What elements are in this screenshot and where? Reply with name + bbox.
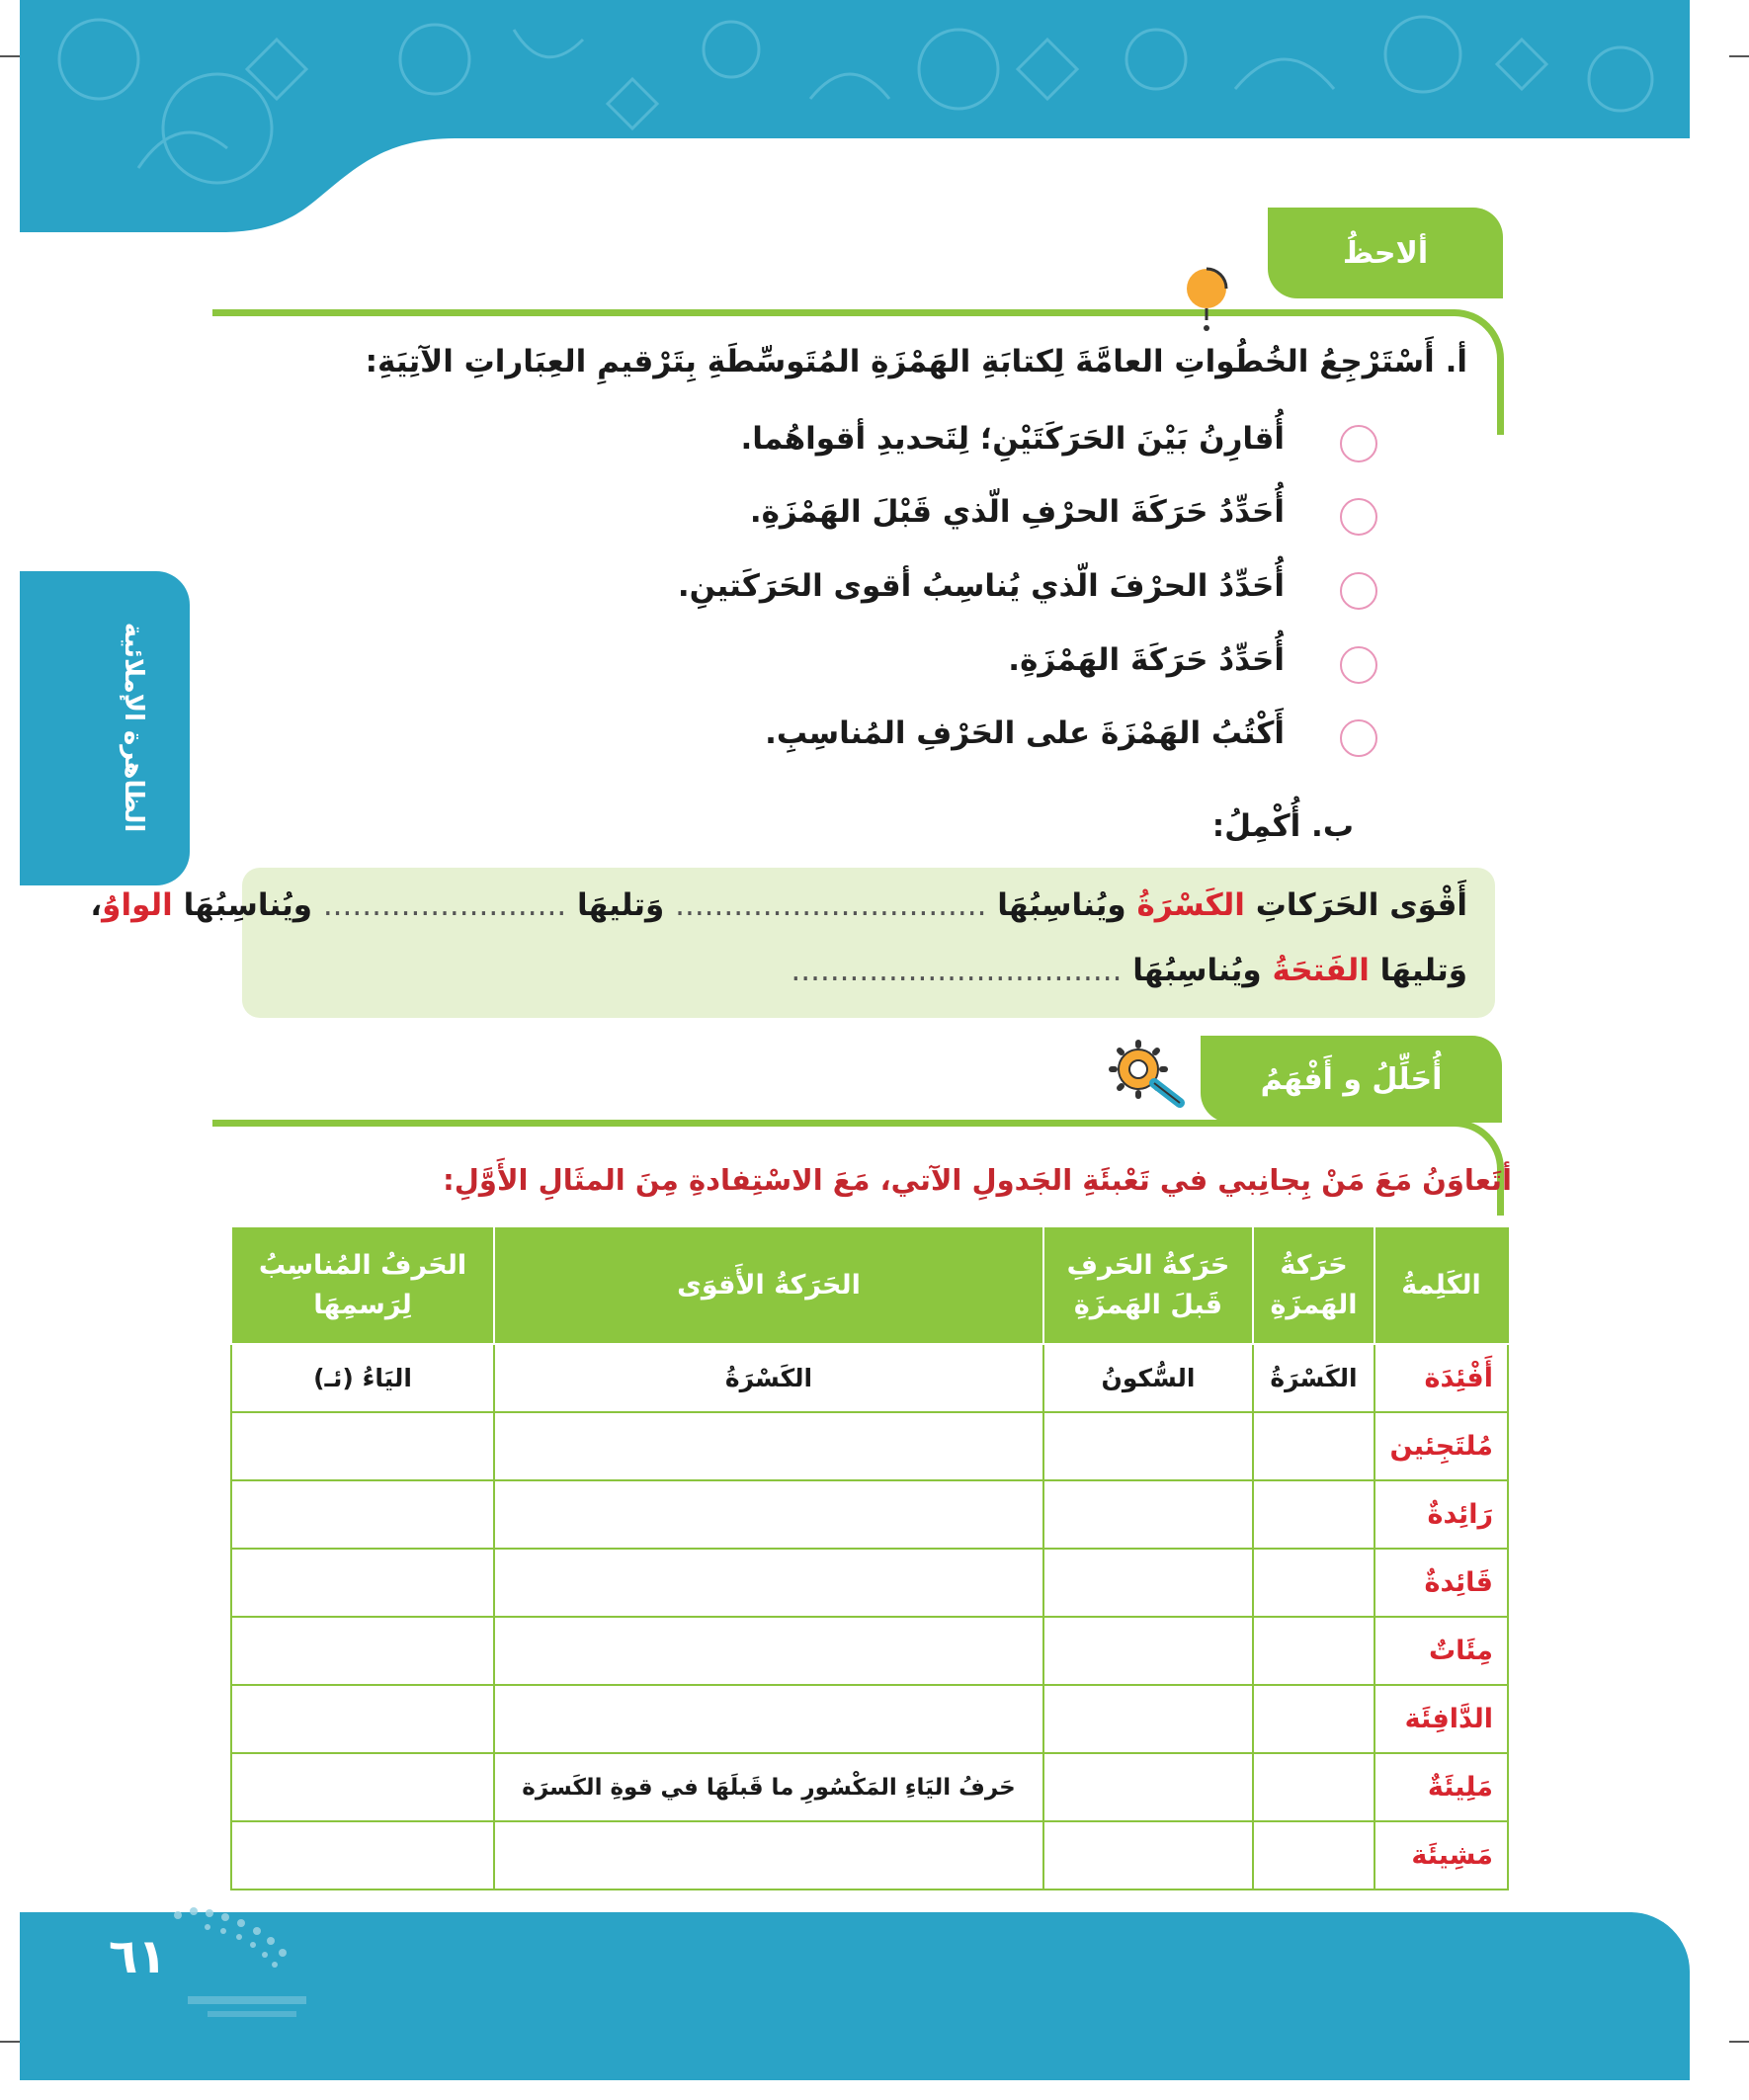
cell-strongest[interactable]	[494, 1617, 1043, 1685]
observe-tab: ألاحظُ	[1268, 208, 1503, 298]
cell-strongest[interactable]	[494, 1412, 1043, 1480]
cell-prev-vowel[interactable]	[1043, 1412, 1253, 1480]
fill-line-2	[791, 953, 1467, 988]
fill-text: ويُناسِبُهَا	[1122, 953, 1273, 988]
fill-in-box	[90, 868, 1495, 1018]
question-a: أ. أَسْتَرْجِعُ الخُطُواتِ العامَّةَ لِكتابَةِ الهَمْزَةِ المُتَوسِّطَةِ بِتَرْقيمِ العِبَاراتِ الآتِيَةِ:	[365, 344, 1467, 379]
step-order-circle[interactable]	[1340, 719, 1377, 757]
table-row	[231, 1617, 1508, 1685]
step-order-circle[interactable]	[1340, 646, 1377, 684]
fill-blank[interactable]: ..................................	[791, 953, 1123, 988]
cell-hamza-vowel[interactable]	[1253, 1753, 1374, 1821]
table-header-row	[231, 1226, 1508, 1344]
cell-letter[interactable]	[231, 1412, 494, 1480]
table-row	[231, 1685, 1508, 1753]
fill-text: وَتليهَا	[1369, 953, 1467, 988]
header-letter: الحَرفُ المُناسِبُ لِرَسمِهَا	[231, 1226, 494, 1344]
cell-hamza-vowel[interactable]: الكَسْرَةُ	[1253, 1344, 1374, 1412]
cell-hamza-vowel[interactable]	[1253, 1480, 1374, 1549]
step-order-circle[interactable]	[1340, 498, 1377, 536]
instruction: أتَعاوَنُ مَعَ مَنْ بِجانِبي في تَعْبئَةِ الجَدولِ الآتي، مَعَ الاسْتِفادةِ مِنَ المثَالِ الأَوَّلِ:	[443, 1163, 1512, 1197]
cell-word: مِئَاتٌ	[1374, 1617, 1508, 1685]
cell-hamza-vowel[interactable]	[1253, 1821, 1374, 1890]
step-order-circle[interactable]	[1340, 572, 1377, 610]
step-order-circle[interactable]	[1340, 425, 1377, 462]
table-row	[231, 1753, 1508, 1821]
cell-prev-vowel[interactable]	[1043, 1549, 1253, 1617]
header-hamza-vowel: حَرَكةُ الهَمزَةِ	[1253, 1226, 1374, 1344]
step-item: أُحَدِّدُ الحرْفَ الّذي يُناسِبُ أقوى الحَرَكَتينِ.	[677, 568, 1285, 604]
cell-strongest[interactable]: الكَسْرَةُ	[494, 1344, 1043, 1412]
table-row	[231, 1412, 1508, 1480]
fill-blank[interactable]: ................................	[675, 887, 987, 923]
cell-strongest[interactable]	[494, 1821, 1043, 1890]
cell-letter[interactable]	[231, 1549, 494, 1617]
cell-hamza-vowel[interactable]	[1253, 1549, 1374, 1617]
step-item: أُحَدِّدُ حَرَكَةَ الهَمْزَةِ.	[1008, 642, 1285, 678]
cell-word: أَفْئِدَة	[1374, 1344, 1508, 1412]
header-word: الكَلِمةُ	[1374, 1226, 1508, 1344]
cell-strongest[interactable]	[494, 1685, 1043, 1753]
step-item: أُحَدِّدُ حَرَكَةَ الحرْفِ الّذي قَبْلَ الهَمْزَةِ.	[749, 494, 1285, 530]
crop-mark	[0, 55, 20, 57]
question-b: ب. أُكْمِلُ:	[1211, 808, 1354, 844]
gear-magnifier-icon	[1109, 1040, 1190, 1109]
cell-letter[interactable]	[231, 1753, 494, 1821]
cell-prev-vowel[interactable]	[1043, 1480, 1253, 1549]
cell-hamza-vowel[interactable]	[1253, 1617, 1374, 1685]
cell-word: الدَّافِئَة	[1374, 1685, 1508, 1753]
crop-mark	[1729, 2041, 1749, 2043]
cell-prev-vowel[interactable]	[1043, 1617, 1253, 1685]
table-row	[231, 1549, 1508, 1617]
fill-line-1	[90, 887, 1467, 923]
top-banner	[20, 0, 1690, 232]
fill-text: ويُناسِبُهَا	[986, 887, 1137, 923]
step-item: أَكْتُبُ الهَمْزَةَ على الحَرْفِ المُناسِبِ.	[765, 715, 1285, 751]
table-row	[231, 1344, 1508, 1412]
cell-word: مَلِيئَةٌ	[1374, 1753, 1508, 1821]
fill-highlight: الواوُ	[102, 887, 173, 923]
question-mark-icon	[1184, 267, 1229, 334]
fill-highlight: الفَتحَةُ	[1272, 953, 1370, 988]
page-number: ٦١	[109, 1929, 167, 1984]
header-prev-vowel: حَرَكةُ الحَرفِ قَبلَ الهَمزَةِ	[1043, 1226, 1253, 1344]
fill-highlight: الكَسْرَةُ	[1136, 887, 1245, 923]
side-tab	[20, 571, 190, 885]
crop-mark	[0, 2041, 20, 2043]
side-tab-label: الظاهرة الإملائية	[119, 622, 148, 833]
cell-strongest[interactable]	[494, 1480, 1043, 1549]
cell-prev-vowel[interactable]	[1043, 1753, 1253, 1821]
cell-strongest[interactable]	[494, 1549, 1043, 1617]
cell-hamza-vowel[interactable]	[1253, 1412, 1374, 1480]
cell-word: مَشِيئَة	[1374, 1821, 1508, 1890]
cell-word: مُلتَجِئين	[1374, 1412, 1508, 1480]
analyze-tab: أُحَلِّلُ و أَفْهَمُ	[1201, 1036, 1502, 1123]
fill-text: أَقْوَى الحَرَكاتِ	[1244, 887, 1467, 923]
cell-letter[interactable]	[231, 1821, 494, 1890]
cell-hamza-vowel[interactable]	[1253, 1685, 1374, 1753]
cell-letter[interactable]	[231, 1617, 494, 1685]
cell-prev-vowel[interactable]	[1043, 1685, 1253, 1753]
cell-letter[interactable]	[231, 1480, 494, 1549]
table-row	[231, 1821, 1508, 1890]
cell-prev-vowel[interactable]: السُّكونُ	[1043, 1344, 1253, 1412]
header-strongest: الحَرَكةُ الأَقوَى	[494, 1226, 1043, 1344]
cell-word: قَائِدةٌ	[1374, 1549, 1508, 1617]
cell-word: رَائِدةٌ	[1374, 1480, 1508, 1549]
step-item: أُقارِنُ بَيْنَ الحَرَكَتَيْنِ؛ لِتَحديدِ أقواهُما.	[740, 421, 1285, 457]
fill-text: ويُناسِبُهَا	[172, 887, 323, 923]
crop-mark	[1729, 55, 1749, 57]
table-row	[231, 1480, 1508, 1549]
analysis-table	[230, 1225, 1509, 1890]
ministry-logo	[148, 1897, 326, 2046]
cell-prev-vowel[interactable]	[1043, 1821, 1253, 1890]
cell-letter[interactable]: اليَاءُ (ئـ)	[231, 1344, 494, 1412]
fill-text: وَتليهَا	[566, 887, 676, 923]
cell-letter[interactable]	[231, 1685, 494, 1753]
fill-text: ،	[90, 887, 103, 923]
fill-blank[interactable]: .........................	[322, 887, 567, 923]
cell-strongest[interactable]: حَرفُ اليَاءِ المَكْسُورِ ما قَبلَهَا في قوةِ الكَسرَة	[494, 1753, 1043, 1821]
